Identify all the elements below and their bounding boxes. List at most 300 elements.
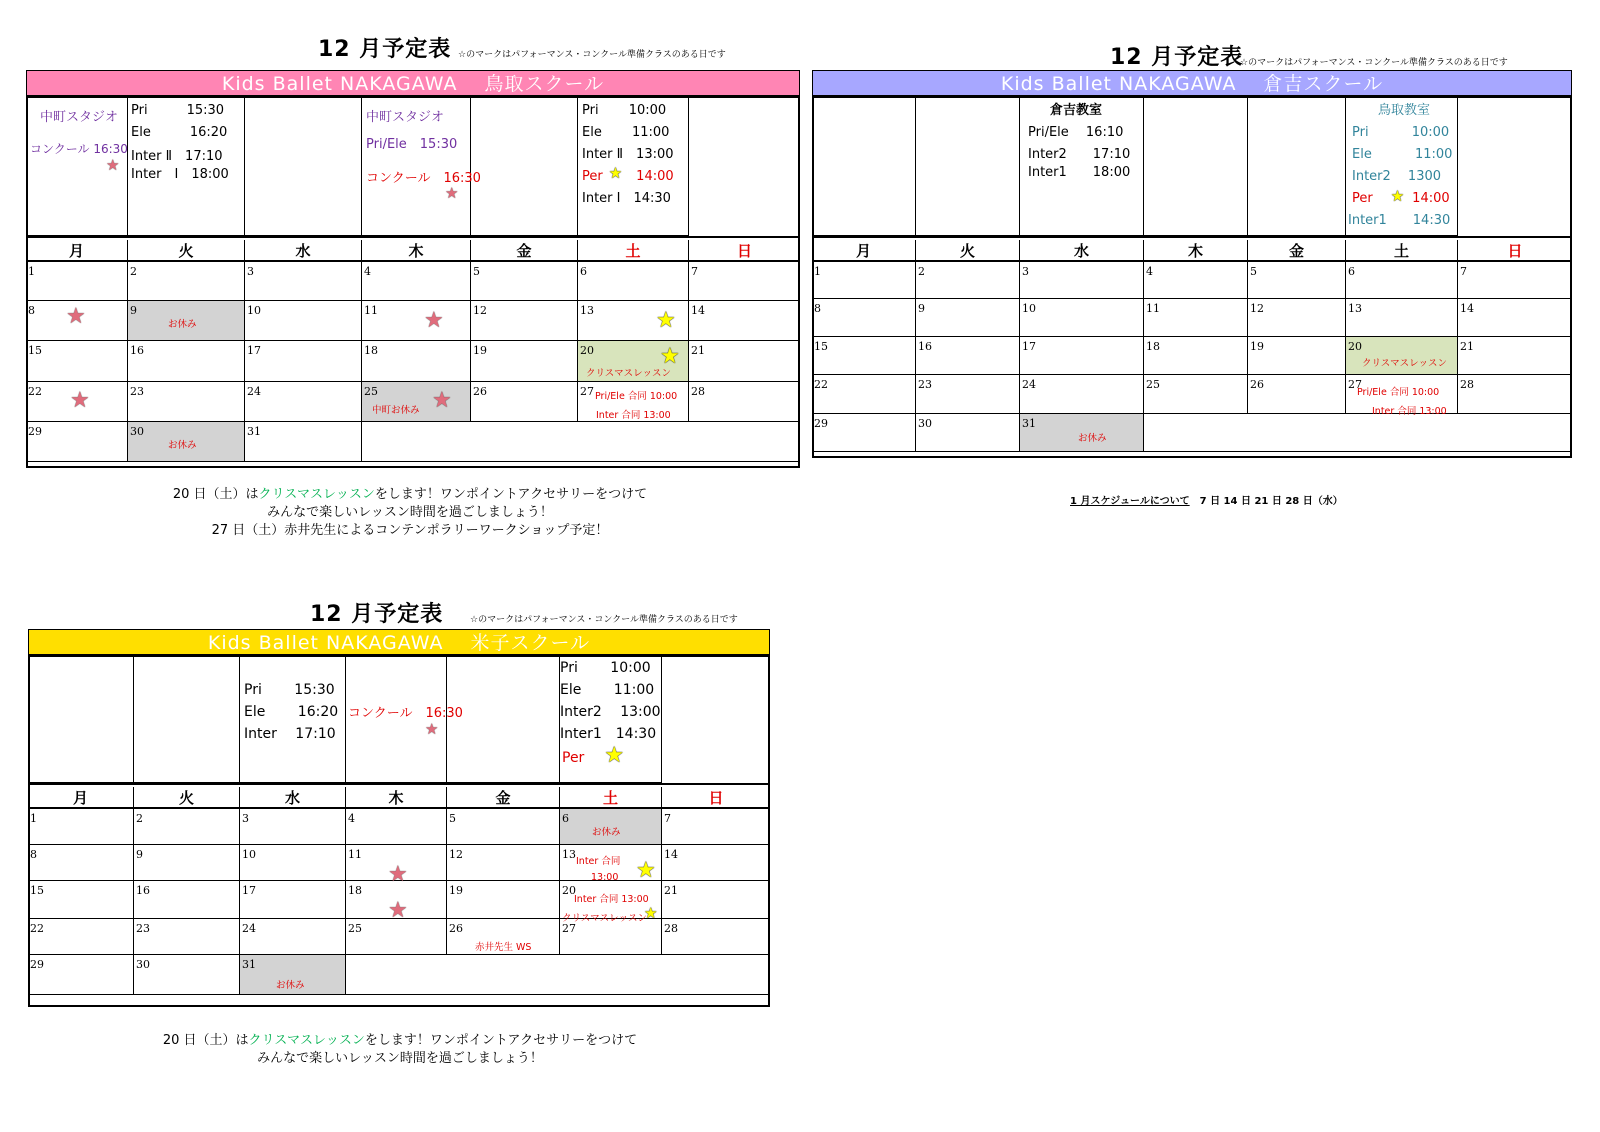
schedule-line: Pri 10:00 [1352,125,1450,140]
day-number: 13 [1348,302,1362,315]
calendar-day-cell [1020,337,1144,375]
day-sun: 日 [736,242,752,260]
calendar-day-cell [362,262,471,301]
schedule-line: Ele 11:00 [582,125,670,140]
joint-label: Inter 合同 13:00 [1372,406,1447,417]
message-line [100,486,720,504]
day-number: 28 [691,385,705,398]
day-number: 24 [1022,378,1036,391]
calendar-day-cell [240,919,346,955]
day-number: 24 [247,385,261,398]
yonago-wed-schedule [244,679,338,745]
tottori-message [100,486,720,540]
tottori-banner: Kids Ballet NAKAGAWA 鳥取スクール [26,70,800,96]
xmas-label: クリスマスレッスン [562,913,648,924]
star-icon: ★ [604,743,625,768]
calendar-day-cell [240,809,346,845]
calendar-day-cell [245,262,362,301]
day-number: 18 [364,344,378,357]
calendar-day-cell [1248,262,1346,299]
day-number: 18 [348,884,362,897]
tottori-thu-studio: 中町スタジオ [366,110,445,125]
star-icon: ★ [445,184,459,202]
holiday-label: お休み [168,319,197,330]
tottori-mon-studio: 中町スタジオ [40,110,119,125]
day-number: 23 [136,922,150,935]
akai-ws-label: 赤井先生 WS [475,942,532,953]
day-number: 28 [1460,378,1474,391]
day-number: 3 [247,265,254,278]
day-number: 26 [1250,378,1264,391]
xmas-label: クリスマスレッスン [586,368,672,379]
day-number: 12 [473,304,487,317]
tottori-weeks [26,262,800,468]
day-number: 6 [562,812,569,825]
day-number: 16 [136,884,150,897]
calendar-day-cell [471,382,578,422]
day-number: 31 [247,425,261,438]
calendar-day-cell [28,955,134,995]
joint-label: Inter 合同 13:00 [574,894,649,905]
schedule-line: Pri 10:00 [582,103,667,118]
calendar-day-cell [1346,299,1458,337]
day-number: 21 [1460,340,1474,353]
star-icon: ★ [70,388,90,413]
calendar-day-cell [447,809,560,845]
star-icon: ★ [660,344,680,369]
per-label: Per [582,169,603,184]
joint-label: 13:00 [591,872,619,883]
day-thu: 木 [362,240,471,262]
per-label: Per [1352,191,1373,206]
day-wed: 水 [1020,240,1144,262]
day-number: 27 [580,385,594,398]
calendar-day-cell [1248,337,1346,375]
day-number: 6 [580,265,587,278]
yonago-title: 12 月予定表 [310,602,444,627]
calendar-day-cell [578,262,689,301]
schedule-line: Pri/Ele 16:10 [1028,125,1124,140]
schedule-line: Pri 10:00 [560,660,651,676]
yonago-thu-concours: コンクール 16:30 [348,706,463,721]
per-time: 14:00 [636,169,674,184]
day-number: 13 [580,304,594,317]
per-time: 14:00 [1412,191,1450,206]
tottori-title: 12 月予定表 [318,37,452,62]
day-number: 5 [1250,265,1257,278]
schedule-line [582,166,674,188]
calendar-day-cell [28,881,134,919]
day-number: 17 [247,344,261,357]
msg-part: 20 日（土）は [162,1033,249,1048]
calendar-day-cell [662,881,770,919]
schedule-line: Inter2 1300 [1352,169,1442,184]
schedule-line: Inter Ⅱ 17:10 [131,149,223,164]
calendar-day-cell [812,375,916,414]
calendar-day-cell [1144,262,1248,299]
kurayoshi-title: 12 月予定表 [1110,45,1244,70]
calendar-day-cell [128,341,245,382]
yonago-message [90,1032,710,1068]
yonago-note: ☆のマークはパフォーマンス・コンクール準備クラスのある日です [470,615,738,625]
calendar-day-cell [245,301,362,341]
day-number: 20 [562,884,576,897]
day-number: 17 [242,884,256,897]
kurayoshi-weeks [812,262,1572,458]
tottori-note: ☆のマークはパフォーマンス・コンクール準備クラスのある日です [458,50,726,60]
day-fri: 金 [447,787,560,809]
calendar-day-cell [362,301,471,341]
day-number: 11 [348,848,362,861]
star-icon: ★ [432,388,452,413]
calendar-day-cell [1020,262,1144,299]
schedule-line: Inter 17:10 [244,726,336,742]
star-icon: ★ [608,164,623,182]
empty-cell [346,955,770,995]
day-number: 20 [580,344,594,357]
kurayoshi-banner: Kids Ballet NAKAGAWA 倉吉スクール [812,70,1572,96]
tottori-mon-concours: コンクール 16:30 [30,142,128,156]
msg-highlight: クリスマスレッスン [248,1033,365,1048]
joint-label: Pri/Ele 合同 10:00 [1357,387,1440,398]
day-number: 2 [918,265,925,278]
tottori-sat-schedule [582,100,674,210]
msg-part: 20 日（土）は [172,487,259,502]
calendar-day-cell [916,414,1020,452]
holiday-label: お休み [592,827,621,838]
day-tue: 火 [916,240,1020,262]
yonago-day-headers [28,783,770,809]
schedule-line: Inter1 18:00 [1028,165,1131,180]
calendar-day-cell [662,845,770,881]
holiday-label: お休み [276,980,305,991]
calendar-day-cell [245,341,362,382]
schedule-line: Ele 16:20 [131,125,228,140]
day-tue: 火 [134,787,240,809]
day-number: 14 [691,304,705,317]
schedule-line: Ele 11:00 [1352,147,1453,162]
day-number: 1 [814,265,821,278]
day-number: 15 [30,884,44,897]
day-number: 22 [28,385,42,398]
day-number: 29 [30,958,44,971]
day-number: 30 [130,425,144,438]
calendar-day-cell [689,301,800,341]
day-number: 10 [1022,302,1036,315]
calendar-day-cell [916,262,1020,299]
schedule-line [1352,188,1452,210]
day-wed: 水 [245,240,362,262]
calendar-day-cell [689,262,800,301]
day-number: 6 [1348,265,1355,278]
january-dates: 7 日 14 日 21 日 28 日（水） [1189,496,1343,507]
schedule-line: Inter2 17:10 [1028,147,1131,162]
calendar-day-cell [1248,299,1346,337]
day-number: 17 [1022,340,1036,353]
calendar-day-cell [245,422,362,462]
day-number: 11 [1146,302,1160,315]
day-number: 24 [242,922,256,935]
calendar-day-cell [812,299,916,337]
calendar-day-cell [916,299,1020,337]
day-number: 9 [136,848,143,861]
day-number: 29 [28,425,42,438]
schedule-line: Inter Ⅰ 14:30 [582,191,671,206]
day-number: 27 [1348,378,1362,391]
day-number: 20 [1348,340,1362,353]
calendar-day-cell [1458,375,1572,414]
day-fri: 金 [1248,240,1346,262]
calendar-day-cell [128,262,245,301]
day-sat: 土 [560,787,662,809]
schedule-line: Pri 15:30 [244,682,335,698]
schedule-line: Inter1 14:30 [1348,213,1451,228]
day-number: 7 [691,265,698,278]
day-number: 23 [130,385,144,398]
calendar-day-cell [28,919,134,955]
day-number: 31 [1022,417,1036,430]
day-number: 10 [242,848,256,861]
schedule-line [562,745,661,769]
joint-label: Inter 合同 [576,856,621,867]
day-number: 28 [664,922,678,935]
day-number: 8 [814,302,821,315]
message-line: みんなで楽しいレッスン時間を過ごしましょう！ [257,1051,543,1066]
schedule-line: Ele 11:00 [560,682,655,698]
day-number: 19 [1250,340,1264,353]
calendar-day-cell [689,382,800,422]
calendar-day-cell [26,341,128,382]
calendar-day-cell [134,809,240,845]
calendar-day-cell [1144,299,1248,337]
schedule-line: Inter1 14:30 [560,726,657,742]
calendar-day-cell [471,262,578,301]
kurayoshi-january-note [1070,492,1343,507]
kurayoshi-sat-head: 鳥取教室 [1378,103,1431,118]
calendar-day-cell [689,341,800,382]
calendar-day-cell [26,422,128,462]
day-number: 4 [364,265,371,278]
day-number: 30 [136,958,150,971]
calendar-day-cell [134,881,240,919]
day-number: 7 [1460,265,1467,278]
day-number: 15 [814,340,828,353]
day-number: 19 [449,884,463,897]
day-thu: 木 [1144,240,1248,262]
day-sat: 土 [1346,240,1458,262]
day-number: 22 [814,378,828,391]
day-number: 12 [1250,302,1264,315]
calendar-day-cell [447,881,560,919]
day-number: 21 [664,884,678,897]
day-number: 16 [918,340,932,353]
day-sun: 日 [708,789,724,807]
calendar-day-cell [28,809,134,845]
empty-cell [362,422,800,462]
day-number: 25 [1146,378,1160,391]
star-icon: ★ [656,308,676,333]
day-number: 15 [28,344,42,357]
schedule-line: Pri 15:30 [131,103,225,118]
calendar-day-cell [812,262,916,299]
per-label: Per [562,750,585,766]
tottori-thu-prielele: Pri/Ele 15:30 [366,137,458,152]
day-number: 8 [30,848,37,861]
day-number: 14 [664,848,678,861]
xmas-label: クリスマスレッスン [1362,358,1448,369]
day-sat: 土 [578,240,689,262]
day-number: 5 [449,812,456,825]
day-number: 13 [562,848,576,861]
day-number: 10 [247,304,261,317]
calendar-day-cell [134,845,240,881]
day-number: 14 [1460,302,1474,315]
yonago-banner: Kids Ballet NAKAGAWA 米子スクール [28,629,770,655]
calendar-day-cell [128,382,245,422]
day-number: 19 [473,344,487,357]
star-icon: ★ [425,720,439,738]
day-number: 2 [130,265,137,278]
star-icon: ★ [636,858,656,883]
calendar-day-cell [916,375,1020,414]
calendar-day-cell [662,809,770,845]
tottori-tue-schedule [131,100,229,186]
joint-label: Inter 合同 13:00 [596,410,671,421]
day-number: 3 [1022,265,1029,278]
calendar-day-cell [346,919,447,955]
day-number: 12 [449,848,463,861]
schedule-line: Ele 16:20 [244,704,339,720]
calendar-day-cell [28,845,134,881]
day-number: 8 [28,304,35,317]
day-number: 26 [473,385,487,398]
day-number: 1 [28,265,35,278]
kurayoshi-wed-schedule [1028,122,1130,184]
star-icon: ★ [644,904,658,922]
day-number: 21 [691,344,705,357]
january-label: 1 月スケジュールについて [1070,496,1190,507]
day-tue: 火 [128,240,245,262]
star-icon: ★ [388,862,408,887]
kurayoshi-day-headers [812,236,1572,262]
day-mon: 月 [28,787,134,809]
day-number: 11 [364,304,378,317]
calendar-day-cell [1020,375,1144,414]
day-wed: 水 [240,787,346,809]
calendar-day-cell [1144,337,1248,375]
calendar-day-cell [1020,299,1144,337]
message-line [90,1032,710,1050]
star-icon: ★ [1390,187,1405,205]
day-number: 9 [918,302,925,315]
tottori-thu-concours: コンクール 16:30 [366,171,481,186]
calendar-day-cell [1144,375,1248,414]
day-number: 4 [1146,265,1153,278]
day-number: 2 [136,812,143,825]
calendar-day-cell [134,919,240,955]
day-sun: 日 [1507,242,1523,260]
star-icon: ★ [424,308,444,333]
calendar-day-cell [362,341,471,382]
day-number: 9 [130,304,137,317]
kurayoshi-wed-head: 倉吉教室 [1050,103,1103,118]
holiday-label: お休み [168,440,197,451]
day-number: 4 [348,812,355,825]
calendar-day-cell [812,337,916,375]
day-number: 30 [918,417,932,430]
day-number: 27 [562,922,576,935]
schedule-line: Inter Ⅰ 18:00 [131,167,229,182]
calendar-day-cell [1458,337,1572,375]
day-thu: 木 [346,787,447,809]
tottori-day-headers [26,236,800,262]
calendar-day-cell [1346,262,1458,299]
calendar-day-cell [560,919,662,955]
calendar-day-cell [1248,375,1346,414]
day-number: 29 [814,417,828,430]
kurayoshi-schedule-row [812,96,1572,236]
day-number: 7 [664,812,671,825]
day-number: 16 [130,344,144,357]
calendar-day-cell [240,845,346,881]
nakamachi-off-label: 中町お休み [372,405,420,416]
joint-label: Pri/Ele 合同 10:00 [595,391,678,402]
schedule-line: Inter2 13:00 [560,704,661,720]
calendar-day-cell [1458,299,1572,337]
calendar-day-cell [245,382,362,422]
day-mon: 月 [812,240,916,262]
calendar-day-cell [1458,262,1572,299]
calendar-day-cell [662,919,770,955]
day-number: 3 [242,812,249,825]
calendar-day-cell [240,881,346,919]
calendar-day-cell [134,955,240,995]
day-number: 25 [364,385,378,398]
message-line: 27 日（土）赤井先生によるコンテンポラリーワークショップ予定！ [211,523,609,538]
kurayoshi-note: ☆のマークはパフォーマンス・コンクール準備クラスのある日です [1240,58,1508,68]
msg-part: をします！ワンポイントアクセサリーをつけて [374,487,648,502]
day-number: 1 [30,812,37,825]
star-icon: ★ [66,304,86,329]
day-number: 22 [30,922,44,935]
star-icon: ★ [388,898,408,923]
calendar-day-cell [471,301,578,341]
calendar-day-cell [447,845,560,881]
day-number: 23 [918,378,932,391]
msg-part: をします！ワンポイントアクセサリーをつけて [364,1033,638,1048]
day-mon: 月 [26,240,128,262]
day-number: 26 [449,922,463,935]
yonago-sat-schedule [560,657,661,769]
calendar-day-cell [471,341,578,382]
day-number: 25 [348,922,362,935]
day-number: 31 [242,958,256,971]
empty-cell [1144,414,1572,452]
holiday-label: お休み [1078,433,1107,444]
calendar-day-cell [26,262,128,301]
msg-highlight: クリスマスレッスン [258,487,375,502]
day-fri: 金 [471,240,578,262]
kurayoshi-sat-schedule [1348,122,1453,232]
day-number: 5 [473,265,480,278]
calendar-day-cell [346,809,447,845]
calendar-day-cell [812,414,916,452]
schedule-line: Inter Ⅱ 13:00 [582,147,674,162]
star-icon: ★ [106,156,120,174]
message-line: みんなで楽しいレッスン時間を過ごしましょう！ [267,505,553,520]
day-number: 18 [1146,340,1160,353]
calendar-day-cell [916,337,1020,375]
